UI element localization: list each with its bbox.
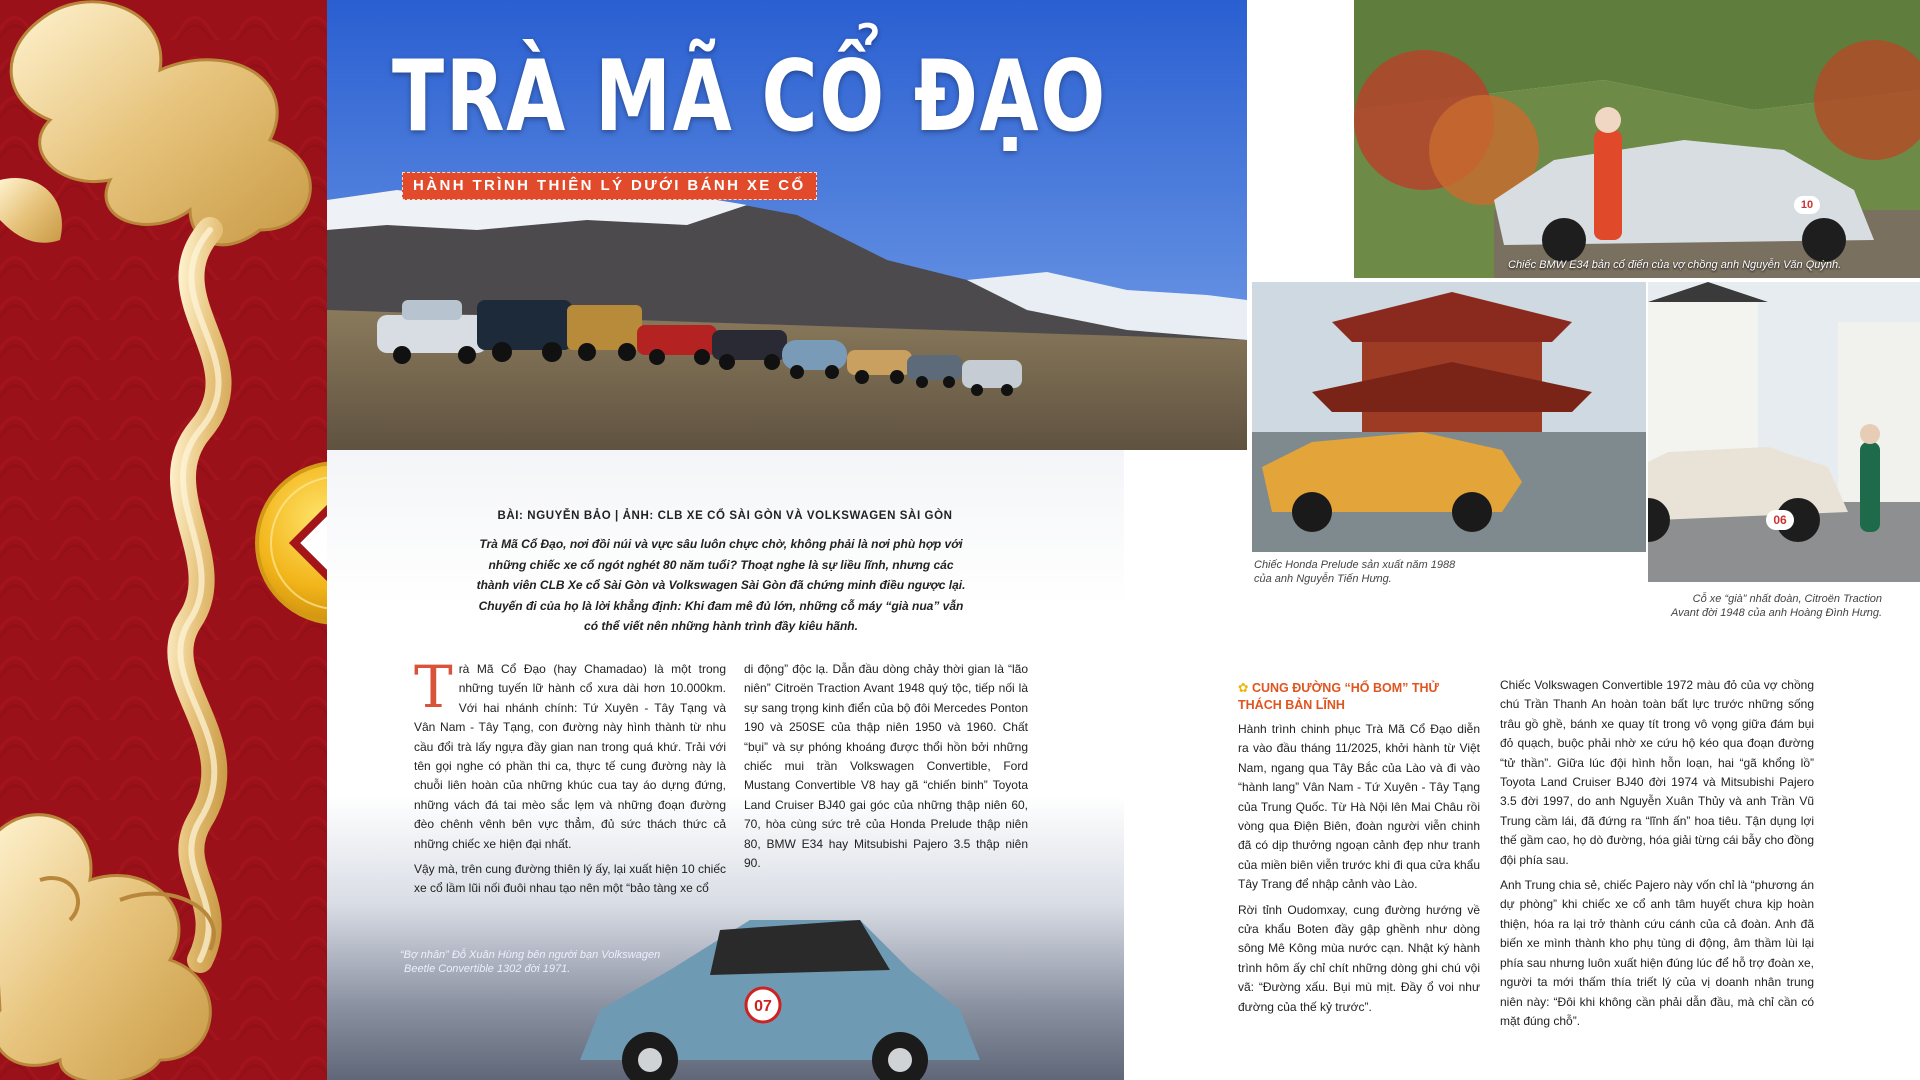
article-column-4 <box>1500 676 1814 1037</box>
lead-paragraph: Trà Mã Cổ Đạo, nơi đồi núi và vực sâu luôn chực chờ, không phải là nơi phù hợp với những chiếc xe cổ ngót nghét 80 năm tuổi? Thoạt nghe là sự liều lĩnh, nhưng các thành viên CLB Xe cổ Sài Gòn và Volkswagen Sài Gòn đã chứng minh điều ngược lại. Chuyến đi của họ là lời khẳng định: Khi đam mê đủ lớn, những cỗ máy “già nua” vẫn có thể viết nên những hành trình đầy kiêu hãnh. <box>476 537 966 633</box>
article-column-2 <box>744 660 1028 879</box>
caption-citroen-l1: Cỗ xe “già” nhất đoàn, Citroën Traction <box>1692 593 1882 605</box>
subtitle-banner: HÀNH TRÌNH THIÊN LÝ DƯỚI BÁNH XE CỔ <box>402 172 817 200</box>
column4-p1: Chiếc Volkswagen Convertible 1972 màu đỏ của vợ chồng chú Trần Thanh An hoàn toàn bất lực trước những sống trâu gồ ghề, bánh xe quay tít trong vô vọng giữa đám bụi đỏ quạch, buộc phải nhờ xe cứu hộ kéo qua đoạn đường “tử thần”. Giữa lúc đội hình hỗn loạn, hai “gã khổng lồ” Toyota Land Cruiser BJ40 đời 1974 và Mitsubishi Pajero 3.5 đời 1997, do anh Nguyễn Xuân Thủy và anh Trần Vũ Trung cầm lái, đã đứng ra “lĩnh ấn” hoa tiêu. Tận dụng lợi thế gầm cao, họ dò đường, hóa giải từng cái bẫy cho đồng đội phía sau. <box>1500 678 1814 867</box>
caption-bmw: Chiếc BMW E34 bản cổ điển của vợ chồng anh Nguyễn Văn Quỳnh. <box>1508 259 1842 271</box>
column4-p2: Anh Trung chia sẻ, chiếc Pajero này vốn chỉ là “phương án dự phòng” khi chiếc xe cổ anh tâm huyết chưa kịp hoàn thiện, hóa ra lại trở thành cứu cánh của cả đoàn. Anh đã biến xe mình thành kho phụ tùng di động, âm thầm lùi lại phía sau nhưng luôn xuất hiện đúng lúc để hỗ trợ đoàn xe, người ta mới thấm thía triết lý của vị doanh nhân trung niên này: “Đôi khi không cần phải dẫn đầu, mà chỉ cần có mặt đúng chỗ”. <box>1500 878 1814 1028</box>
plate-bmw: 10 <box>1794 196 1820 214</box>
dropcap: T <box>414 653 453 721</box>
star-icon: ✿ <box>1238 681 1252 695</box>
column1-p2: Vậy mà, trên cung đường thiên lý ấy, lại xuất hiện 10 chiếc xe cổ lầm lũi nối đuôi nhau tạo nên một “bảo tàng xe cổ <box>414 862 726 896</box>
column1-p1: rà Mã Cổ Đạo (hay Chamadao) là một trong những tuyến lữ hành cổ xưa dài hơn 10.000km. Với hai nhánh chính: Tứ Xuyên - Tây Tạng và Vân Nam - Tây Tạng, con đường này hình thành từ nhu cầu đổi trà lấy ngựa đầy gian nan trong quá khứ. Trải với tên gọi nghe có phần thi ca, thực tế cung đường này là chuỗi liên hoàn của những khúc cua tay áo dựng đứng, những vách đá tai mèo sắc lẹm và những đoạn đường đèo chênh vênh bên vực thẳm, đủ sức thách thức cả những chiếc xe hiện đại nhất. <box>414 662 726 851</box>
article-column-1 <box>414 653 726 905</box>
caption-honda-l2: của anh Nguyễn Tiến Hưng. <box>1254 573 1392 585</box>
caption-citroen-l2: Avant đời 1948 của anh Hoàng Đình Hưng. <box>1671 607 1882 619</box>
column2-p1: di động” độc lạ. Dẫn đầu dòng chảy thời gian là “lão niên” Citroën Traction Avant 1948 quý tộc, tiếp nối là sự sang trọng kinh điển của bộ đôi Mercedes Ponton 190 và 250SE của thập niên 1950 và 1960. Chất “bụi” và sự phóng khoáng được thổi hồn bởi những chiếc mui trần Volkswagen Convertible, Ford Mustang Convertible V8 hay gã “chiến binh” Toyota Land Cruiser BJ40 gai góc của những thập niên 60, 70, hòa cùng sức trẻ của Honda Prelude thập niên 80, BMW E34 hay Mitsubishi Pajero 3.5 thập niên 90. <box>744 662 1028 871</box>
photo-bmw-e34 <box>1354 0 1920 278</box>
plate-citroen: 06 <box>1766 510 1794 530</box>
photo-vw-beetle <box>560 900 1000 1080</box>
page-title: TRÀ MÃ CỔ ĐẠO <box>392 40 1107 154</box>
article-column-3 <box>1238 720 1480 1023</box>
section-heading <box>1238 680 1458 714</box>
column3-p2: Rời tỉnh Oudomxay, cung đường hướng về cửa khẩu Boten đầy gập ghềnh như dòng sông Mê Kông mùa nước cạn. Nhật ký hành trình hôm ấy chỉ chít những dòng ghi chú vội vã: “Đường xấu. Bụi mù mịt. Đầy ổ voi như đường của thế kỷ trước”. <box>1238 902 1480 1014</box>
byline: BÀI: NGUYỄN BẢO | ẢNH: CLB XE CỔ SÀI GÒN VÀ VOLKSWAGEN SÀI GÒN <box>497 510 953 522</box>
column3-p1: Hành trình chinh phục Trà Mã Cổ Đạo diễn ra vào đầu tháng 11/2025, khởi hành từ Việt Nam, ngang qua Tây Bắc của Lào và đi vào “hành lang” Vân Nam - Tứ Xuyên - Tây Tạng của Trung Quốc. Từ Hà Nội lên Mai Châu rồi vòng qua Điện Biên, đoàn người viễn chinh đã có dịp thưởng ngoạn cảnh đẹp như tranh của miền biên viễn trước khi đi qua cửa khẩu Tây Trang để nhập cảnh vào Lào. <box>1238 722 1480 892</box>
photo-citroen-traction <box>1648 282 1920 582</box>
caption-beetle-l2: Beetle Convertible 1302 đời 1971. <box>404 963 571 975</box>
caption-honda-l1: Chiếc Honda Prelude sản xuất năm 1988 <box>1254 559 1456 571</box>
section-heading-text: CUNG ĐƯỜNG “HỔ BOM” THỬ THÁCH BẢN LĨNH <box>1238 681 1439 712</box>
plate-beetle: 07 <box>754 998 772 1015</box>
photo-honda-prelude <box>1252 282 1646 552</box>
caption-beetle-l1: “Bợ nhân” Đỗ Xuân Hùng bên người bạn Volkswagen <box>400 949 661 961</box>
